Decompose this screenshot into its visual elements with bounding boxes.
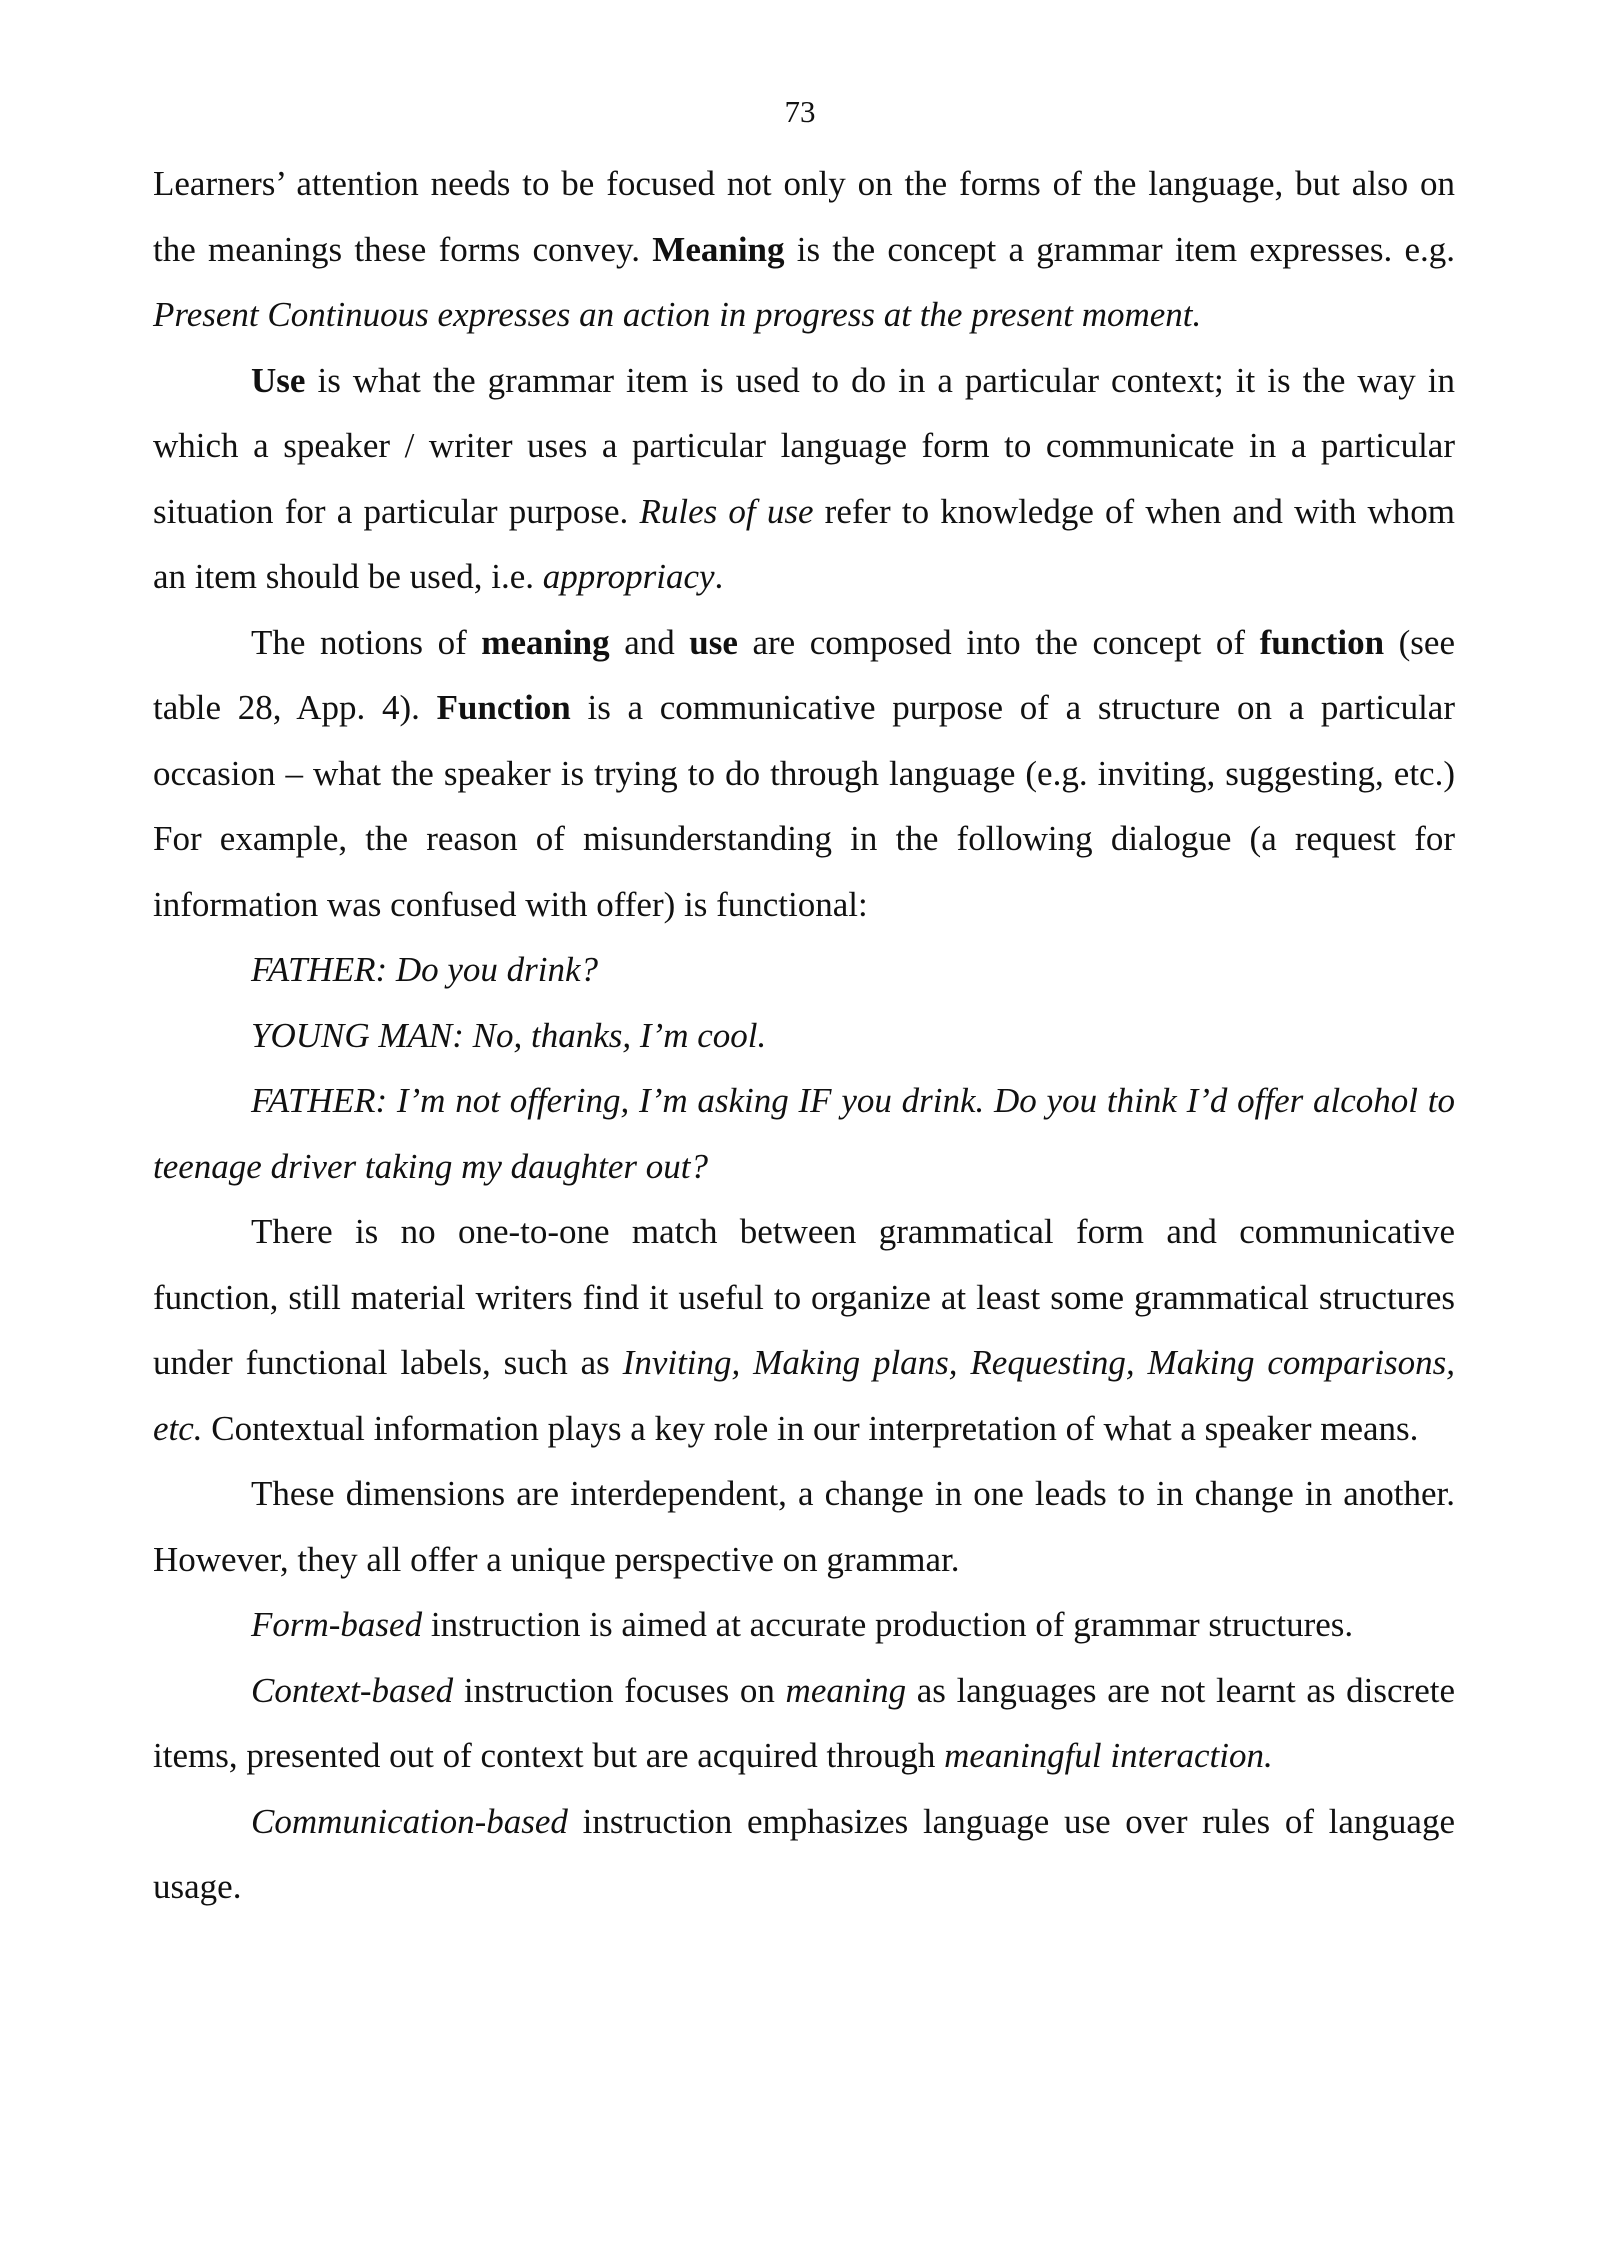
text-run: instruction is aimed at accurate production of grammar structures. — [422, 1605, 1354, 1644]
term-rules-of-use: Rules of use — [639, 491, 814, 531]
paragraph-dimensions — [153, 1461, 1455, 1592]
dialogue-line: YOUNG MAN: No, thanks, I’m cool. — [251, 1015, 767, 1055]
term-meaningful-interaction: meaningful interaction. — [944, 1736, 1273, 1775]
term-meaning: meaning — [785, 1670, 907, 1710]
term-context-based: Context-based — [251, 1670, 454, 1710]
text-run: is the concept a grammar item expresses. e.g. — [784, 229, 1455, 269]
term-use: use — [689, 622, 738, 662]
term-meaning: meaning — [481, 622, 610, 662]
text-run: Contextual information plays a key role in our interpretation of what a speaker means. — [202, 1408, 1419, 1448]
text-run: instruction focuses on — [453, 1670, 786, 1710]
term-communication-based: Communication-based — [251, 1801, 568, 1841]
functional-labels: Inviting, Making plans, Requesting, Making comparisons, etc. — [153, 1343, 1455, 1448]
paragraph-communication-based — [153, 1789, 1455, 1920]
term-meaning: Meaning — [652, 229, 785, 269]
text-run: Learners’ attention needs to be focused not only on the forms of the language, but also on the meanings these forms convey. — [153, 164, 1455, 269]
page-number: 73 — [784, 94, 816, 129]
text-run: instruction emphasizes language use over rules of language usage. — [153, 1801, 1455, 1906]
text-run: is what the grammar item is used to do in a particular context; it is the way in which a speaker / writer uses a particular language form to communicate in a particular situation for a particular purpose. — [153, 360, 1455, 531]
paragraph-form-meaning — [153, 151, 1455, 348]
dialogue-line: FATHER: I’m not offering, I’m asking IF you drink. Do you think I’d offer alcohol to teenage driver taking my daughter out? — [153, 1081, 1455, 1186]
text-run: are composed into the concept of — [737, 622, 1260, 662]
paragraph-context-based — [153, 1658, 1455, 1789]
text-run: and — [609, 622, 690, 662]
body-text — [153, 151, 1455, 1920]
text-run: There is no one-to-one match between grammatical form and communicative function, still material writers find it useful to organize at least some grammatical structures under functional labels, such as — [153, 1212, 1455, 1382]
paragraph-form-function-match — [153, 1199, 1455, 1461]
paragraph-form-based — [153, 1592, 1455, 1658]
example-text: Present Continuous expresses an action in progress at the present moment. — [153, 295, 1202, 334]
term-use: Use — [251, 360, 306, 400]
term-form-based: Form-based — [251, 1605, 423, 1644]
text-run: (see table 28, App. 4). — [153, 622, 1455, 727]
term-appropriacy: appropriacy — [542, 557, 715, 596]
paragraph-use — [153, 348, 1455, 610]
dialogue-line: FATHER: Do you drink? — [251, 950, 599, 989]
text-run: as languages are not learnt as discrete items, presented out of context but are acquired through — [153, 1670, 1455, 1775]
text-run: refer to knowledge of when and with whom an item should be used, i.e. — [153, 491, 1456, 596]
term-function: function — [1259, 622, 1385, 662]
text-run: The notions of — [251, 622, 482, 662]
text-run: is a communicative purpose of a structure on a particular occasion – what the speaker is trying to do through language (e.g. inviting, suggesting, etc.) For example, the reason of misunderstanding in the following dialogue (a request for information was confused with offer) is functional: — [153, 688, 1455, 924]
text-run: These dimensions are interdependent, a change in one leads to in change in another. However, they all offer a unique perspective on grammar. — [153, 1474, 1455, 1579]
paragraph-function — [153, 610, 1455, 938]
text-run: . — [714, 557, 724, 596]
term-function: Function — [436, 688, 571, 727]
